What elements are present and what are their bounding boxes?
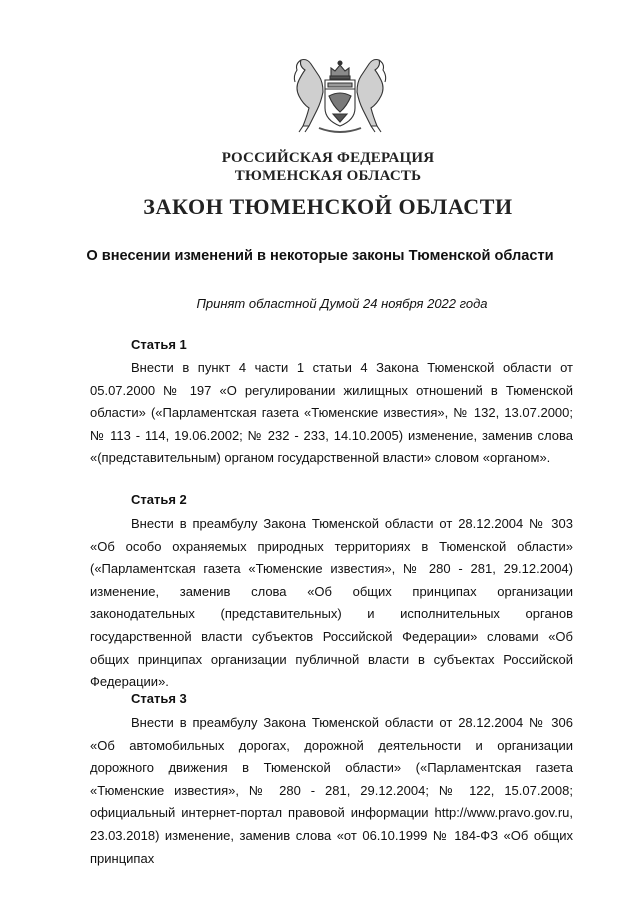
article-3-heading: Статья 3: [131, 691, 187, 706]
adoption-date: Принят областной Думой 24 ноября 2022 года: [196, 296, 488, 311]
tyumen-region-coat-of-arms-icon: [285, 56, 395, 136]
header-region: ТЮМЕНСКАЯ ОБЛАСТЬ: [234, 168, 422, 184]
article-1-heading: Статья 1: [131, 337, 187, 352]
article-2-heading: Статья 2: [131, 492, 187, 507]
law-title: О внесении изменений в некоторые законы Тюменской области: [86, 248, 554, 264]
document-type-heading: ЗАКОН ТЮМЕНСКОЙ ОБЛАСТИ: [143, 194, 513, 219]
article-2-text: Внести в преамбулу Закона Тюменской области от 28.12.2004 № 303 «Об особо охраняемых природных территориях в Тюменской области» («Парламентская газета «Тюменские известия», № 280 - 281, 29.12.2004) изменение, заменив слова «Об общих принципах организации законодательных (представительных) и исполнительных органов государственной власти субъектов Российской Федерации» словами «Об общих принципах организации публичной власти в субъектах Российской Федерации».: [90, 516, 573, 690]
article-3-text: Внести в преамбулу Закона Тюменской области от 28.12.2004 № 306 «Об автомобильных дорогах, дорожной деятельности и организации дорожного движения в Тюменской области» («Парламентская газета «Тюменские известия», № 280 - 281, 29.12.2004; № 122, 15.07.2008; официальный интернет-портал правовой информации http://www.pravo.gov.ru, 23.03.2018) изменение, заменив слова «от 06.10.1999 № 184-ФЗ «Об общих принципах: [90, 715, 573, 866]
header-country: РОССИЙСКАЯ ФЕДЕРАЦИЯ: [221, 150, 435, 166]
article-1-text: Внести в пункт 4 части 1 статьи 4 Закона Тюменской области от 05.07.2000 № 197 «О регулировании жилищных отношений в Тюменской области» («Парламентская газета «Тюменские известия», № 132, 13.07.2000; № 113 - 114, 19.06.2002; № 232 - 233, 14.10.2005) изменение, заменив слова «(представительным) органом государственной власти» словом «органом».: [90, 360, 573, 466]
